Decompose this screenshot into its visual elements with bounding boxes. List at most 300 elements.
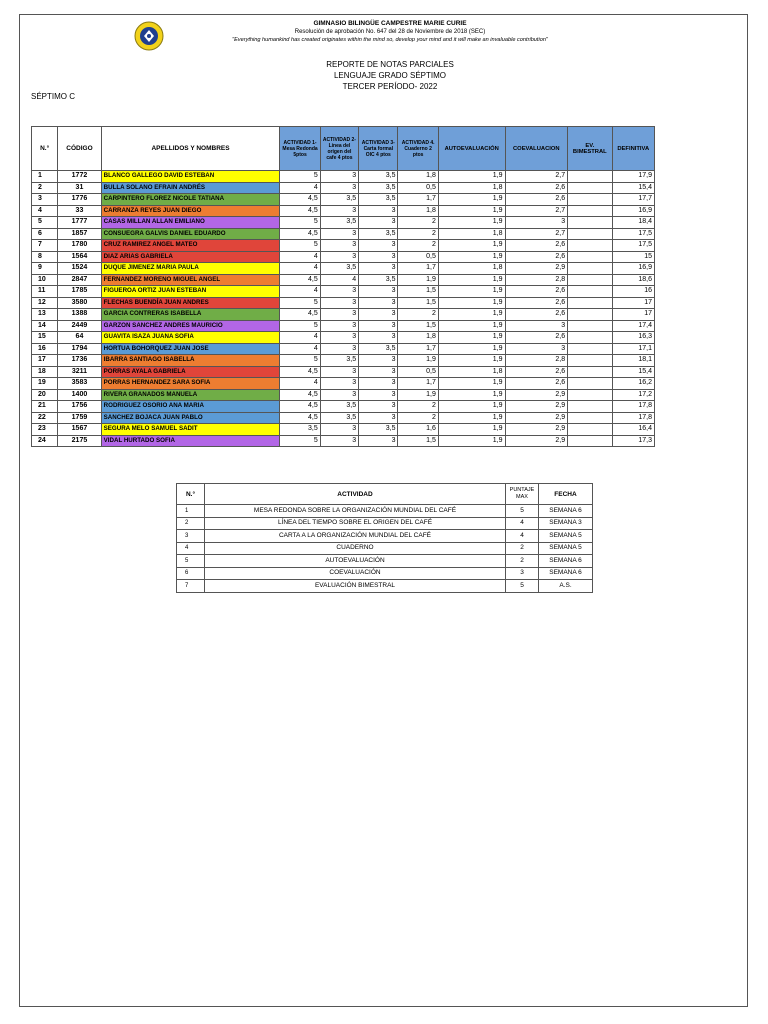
cell-n: 14	[32, 320, 58, 332]
act-cell-n: 3	[177, 530, 205, 543]
cell-a2: 3	[320, 320, 358, 332]
cell-coev: 2,7	[505, 228, 568, 240]
cell-def: 17,5	[612, 240, 654, 252]
cell-a3: 3,5	[359, 424, 398, 436]
cell-a1: 3,5	[280, 424, 320, 436]
cell-a2: 3	[320, 389, 358, 401]
cell-n: 20	[32, 389, 58, 401]
cell-auto: 1,9	[438, 171, 505, 183]
cell-a2: 3	[320, 366, 358, 378]
cell-auto: 1,9	[438, 343, 505, 355]
cell-bim	[568, 240, 612, 252]
cell-a1: 4,5	[280, 228, 320, 240]
act-cell-date: A.S.	[539, 580, 593, 593]
table-row	[32, 286, 655, 298]
cell-name: SANCHEZ BOJACA JUAN PABLO	[101, 412, 280, 424]
cell-bim	[568, 343, 612, 355]
activities-header-row	[177, 484, 593, 505]
act-cell-activity: COEVALUACIÓN	[205, 567, 506, 580]
cell-a3: 3	[359, 401, 398, 413]
cell-a4: 0,5	[398, 366, 438, 378]
cell-coev: 2,7	[505, 205, 568, 217]
cell-coev: 2,6	[505, 297, 568, 309]
cell-a3: 3	[359, 297, 398, 309]
cell-coev: 2,6	[505, 286, 568, 298]
cell-code: 1567	[58, 424, 101, 436]
cell-bim	[568, 320, 612, 332]
cell-bim	[568, 274, 612, 286]
act-cell-date: SEMANA 6	[539, 555, 593, 568]
cell-a4: 1,7	[398, 343, 438, 355]
cell-bim	[568, 389, 612, 401]
cell-a4: 1,9	[398, 389, 438, 401]
cell-coev: 2,9	[505, 424, 568, 436]
table-row	[32, 343, 655, 355]
cell-coev: 2,9	[505, 263, 568, 275]
cell-def: 18,4	[612, 217, 654, 229]
col-activity-3: ACTIVIDAD 3- Carta formal OIC 4 ptos	[359, 127, 398, 171]
report-title	[230, 59, 550, 92]
cell-coev: 2,6	[505, 251, 568, 263]
cell-a3: 3,5	[359, 194, 398, 206]
table-row	[32, 332, 655, 344]
cell-n: 5	[32, 217, 58, 229]
cell-bim	[568, 378, 612, 390]
cell-n: 12	[32, 297, 58, 309]
cell-coev: 2,7	[505, 171, 568, 183]
grades-body	[32, 171, 655, 447]
act-cell-date: SEMANA 3	[539, 517, 593, 530]
cell-a4: 0,5	[398, 251, 438, 263]
group-label: SÉPTIMO C	[31, 92, 76, 101]
cell-a1: 4	[280, 332, 320, 344]
cell-n: 21	[32, 401, 58, 413]
cell-code: 31	[58, 182, 101, 194]
cell-name: FERNANDEZ MORENO MIGUEL ANGEL	[101, 274, 280, 286]
cell-coev: 2,6	[505, 378, 568, 390]
cell-a4: 1,8	[398, 332, 438, 344]
act-cell-activity: LÍNEA DEL TIEMPO SOBRE EL ORIGEN DEL CAFÉ	[205, 517, 506, 530]
cell-a3: 3,5	[359, 343, 398, 355]
cell-a2: 3	[320, 171, 358, 183]
school-motto: "Everything humankind has created originates within the mind so, develop your mind and it will make an invaluable contribution"	[232, 37, 548, 43]
cell-a4: 1,6	[398, 424, 438, 436]
school-seal-icon	[134, 21, 164, 51]
cell-name: BULLA SOLANO EFRAIN ANDRÉS	[101, 182, 280, 194]
cell-a3: 3	[359, 251, 398, 263]
cell-a2: 3	[320, 435, 358, 447]
act-cell-max: 5	[506, 580, 539, 593]
cell-coev: 2,6	[505, 332, 568, 344]
col-activity-1: ACTIVIDAD 1- Mesa Redonda 5ptos	[280, 127, 320, 171]
cell-name: IBARRA SANTIAGO ISABELLA	[101, 355, 280, 367]
cell-def: 15,4	[612, 182, 654, 194]
cell-auto: 1,9	[438, 217, 505, 229]
cell-a3: 3,5	[359, 182, 398, 194]
cell-bim	[568, 251, 612, 263]
cell-bim	[568, 205, 612, 217]
cell-def: 17,1	[612, 343, 654, 355]
col-activity-2: ACTIVIDAD 2- Línea del origen del cafe 4 ptos	[320, 127, 358, 171]
cell-a1: 4,5	[280, 274, 320, 286]
cell-coev: 2,6	[505, 366, 568, 378]
cell-auto: 1,9	[438, 274, 505, 286]
cell-auto: 1,9	[438, 412, 505, 424]
table-row	[32, 366, 655, 378]
act-cell-activity: CUADERNO	[205, 542, 506, 555]
cell-def: 16,9	[612, 205, 654, 217]
act-cell-max: 2	[506, 542, 539, 555]
cell-coev: 3	[505, 343, 568, 355]
cell-name: CARPINTERO FLOREZ NICOLE TATIANA	[101, 194, 280, 206]
cell-code: 1564	[58, 251, 101, 263]
cell-a2: 3,5	[320, 412, 358, 424]
cell-name: CRUZ RAMIREZ ANGEL MATEO	[101, 240, 280, 252]
cell-code: 1524	[58, 263, 101, 275]
cell-coev: 2,9	[505, 435, 568, 447]
cell-auto: 1,9	[438, 297, 505, 309]
grades-table	[31, 126, 655, 447]
cell-name: BLANCO GALLEGO DAVID ESTEBAN	[101, 171, 280, 183]
report-title-line2: LENGUAJE GRADO SÉPTIMO	[333, 71, 447, 80]
cell-a3: 3	[359, 263, 398, 275]
school-header	[170, 20, 610, 44]
cell-a2: 3	[320, 309, 358, 321]
cell-auto: 1,9	[438, 332, 505, 344]
cell-code: 1400	[58, 389, 101, 401]
cell-a4: 2	[398, 240, 438, 252]
cell-bim	[568, 286, 612, 298]
table-row	[32, 205, 655, 217]
act-cell-n: 4	[177, 542, 205, 555]
cell-n: 6	[32, 228, 58, 240]
cell-bim	[568, 309, 612, 321]
cell-a1: 5	[280, 297, 320, 309]
cell-a2: 3	[320, 297, 358, 309]
cell-bim	[568, 171, 612, 183]
cell-name: PORRAS HERNANDEZ SARA SOFIA	[101, 378, 280, 390]
table-row	[32, 263, 655, 275]
cell-def: 16,3	[612, 332, 654, 344]
cell-auto: 1,9	[438, 320, 505, 332]
cell-code: 3580	[58, 297, 101, 309]
cell-name: GARZON SANCHEZ ANDRES MAURICIO	[101, 320, 280, 332]
cell-auto: 1,9	[438, 355, 505, 367]
cell-n: 16	[32, 343, 58, 355]
cell-bim	[568, 182, 612, 194]
cell-a1: 4,5	[280, 389, 320, 401]
cell-a4: 1,7	[398, 378, 438, 390]
cell-coev: 2,6	[505, 182, 568, 194]
act-cell-n: 5	[177, 555, 205, 568]
cell-auto: 1,8	[438, 263, 505, 275]
cell-a2: 3	[320, 240, 358, 252]
cell-a1: 5	[280, 435, 320, 447]
table-row	[32, 171, 655, 183]
col-n: N.°	[32, 127, 58, 171]
cell-a4: 1,5	[398, 297, 438, 309]
act-cell-date: SEMANA 5	[539, 542, 593, 555]
table-row	[32, 378, 655, 390]
cell-a3: 3	[359, 366, 398, 378]
cell-def: 17,3	[612, 435, 654, 447]
cell-def: 17,8	[612, 412, 654, 424]
cell-a1: 4,5	[280, 194, 320, 206]
cell-n: 1	[32, 171, 58, 183]
cell-a3: 3	[359, 389, 398, 401]
col-definitiva: DEFINITIVA	[612, 127, 654, 171]
cell-n: 23	[32, 424, 58, 436]
cell-a3: 3	[359, 320, 398, 332]
table-row	[32, 182, 655, 194]
cell-a2: 4	[320, 274, 358, 286]
cell-name: FIGUEROA ORTIZ JUAN ESTEBAN	[101, 286, 280, 298]
cell-code: 1759	[58, 412, 101, 424]
cell-a4: 2	[398, 309, 438, 321]
table-row	[32, 274, 655, 286]
cell-name: SEGURA MELO SAMUEL SADIT	[101, 424, 280, 436]
activities-body	[177, 505, 593, 593]
col-activity-4: ACTIVIDAD 4. Cuaderno 2 ptos	[398, 127, 438, 171]
cell-name: VIDAL HURTADO SOFIA	[101, 435, 280, 447]
cell-name: CASAS MILLAN ALLAN EMILIANO	[101, 217, 280, 229]
act-cell-max: 5	[506, 505, 539, 518]
cell-a4: 1,5	[398, 435, 438, 447]
col-code: CÓDIGO	[58, 127, 101, 171]
cell-n: 22	[32, 412, 58, 424]
cell-a3: 3	[359, 355, 398, 367]
cell-n: 17	[32, 355, 58, 367]
cell-a2: 3,5	[320, 355, 358, 367]
act-cell-n: 6	[177, 567, 205, 580]
act-col-max: PUNTAJE MAX	[506, 484, 539, 505]
cell-def: 15	[612, 251, 654, 263]
cell-a1: 5	[280, 240, 320, 252]
cell-code: 1777	[58, 217, 101, 229]
cell-a1: 5	[280, 171, 320, 183]
cell-n: 10	[32, 274, 58, 286]
cell-a4: 1,7	[398, 194, 438, 206]
table-row	[32, 309, 655, 321]
cell-coev: 2,6	[505, 309, 568, 321]
act-col-activity: ACTIVIDAD	[205, 484, 506, 505]
cell-def: 17,7	[612, 194, 654, 206]
table-row	[32, 217, 655, 229]
cell-bim	[568, 401, 612, 413]
cell-bim	[568, 355, 612, 367]
table-row	[32, 401, 655, 413]
table-row	[32, 194, 655, 206]
col-ev-bimestral: EV. BIMESTRAL	[568, 127, 612, 171]
act-cell-date: SEMANA 5	[539, 530, 593, 543]
cell-a2: 3	[320, 228, 358, 240]
cell-n: 9	[32, 263, 58, 275]
cell-auto: 1,9	[438, 424, 505, 436]
cell-code: 3211	[58, 366, 101, 378]
cell-coev: 2,9	[505, 401, 568, 413]
cell-auto: 1,9	[438, 240, 505, 252]
cell-bim	[568, 366, 612, 378]
table-row	[32, 297, 655, 309]
cell-def: 17,8	[612, 401, 654, 413]
cell-name: PORRAS AYALA GABRIELA	[101, 366, 280, 378]
act-cell-activity: EVALUACIÓN BIMESTRAL	[205, 580, 506, 593]
cell-a2: 3	[320, 332, 358, 344]
cell-a4: 2	[398, 412, 438, 424]
table-row	[32, 251, 655, 263]
cell-bim	[568, 263, 612, 275]
cell-name: GUAVITA ISAZA JUANA SOFIA	[101, 332, 280, 344]
cell-a1: 4,5	[280, 366, 320, 378]
table-row	[32, 228, 655, 240]
cell-n: 13	[32, 309, 58, 321]
cell-auto: 1,8	[438, 182, 505, 194]
table-row	[32, 412, 655, 424]
cell-a1: 4	[280, 182, 320, 194]
list-item	[177, 517, 593, 530]
cell-bim	[568, 412, 612, 424]
cell-a3: 3	[359, 435, 398, 447]
cell-a1: 5	[280, 217, 320, 229]
cell-code: 1388	[58, 309, 101, 321]
cell-auto: 1,9	[438, 251, 505, 263]
cell-coev: 3	[505, 217, 568, 229]
cell-def: 16,2	[612, 378, 654, 390]
cell-name: RODRIGUEZ OSORIO ANA MARIA	[101, 401, 280, 413]
cell-n: 8	[32, 251, 58, 263]
cell-a4: 2	[398, 401, 438, 413]
cell-def: 18,1	[612, 355, 654, 367]
cell-n: 18	[32, 366, 58, 378]
act-col-n: N.°	[177, 484, 205, 505]
cell-code: 2449	[58, 320, 101, 332]
cell-a2: 3	[320, 286, 358, 298]
act-cell-max: 4	[506, 517, 539, 530]
table-row	[32, 240, 655, 252]
cell-auto: 1,9	[438, 401, 505, 413]
cell-a1: 4	[280, 263, 320, 275]
cell-code: 2847	[58, 274, 101, 286]
cell-auto: 1,9	[438, 378, 505, 390]
cell-n: 24	[32, 435, 58, 447]
cell-a3: 3	[359, 332, 398, 344]
table-row	[32, 435, 655, 447]
cell-name: RIVERA GRANADOS MANUELA	[101, 389, 280, 401]
col-name: APELLIDOS Y NOMBRES	[101, 127, 280, 171]
cell-n: 4	[32, 205, 58, 217]
cell-coev: 2,8	[505, 355, 568, 367]
list-item	[177, 530, 593, 543]
act-cell-max: 4	[506, 530, 539, 543]
cell-def: 17,2	[612, 389, 654, 401]
cell-auto: 1,9	[438, 435, 505, 447]
activities-table	[176, 483, 593, 593]
cell-auto: 1,8	[438, 366, 505, 378]
cell-a1: 4	[280, 378, 320, 390]
cell-a2: 3,5	[320, 194, 358, 206]
cell-name: CARRANZA REYES JUAN DIEGO	[101, 205, 280, 217]
list-item	[177, 505, 593, 518]
cell-a4: 1,7	[398, 263, 438, 275]
cell-name: GARCIA CONTRERAS ISABELLA	[101, 309, 280, 321]
cell-auto: 1,9	[438, 286, 505, 298]
table-row	[32, 389, 655, 401]
cell-a4: 0,5	[398, 182, 438, 194]
cell-a1: 4,5	[280, 401, 320, 413]
cell-a4: 1,8	[398, 205, 438, 217]
act-cell-max: 2	[506, 555, 539, 568]
cell-n: 7	[32, 240, 58, 252]
cell-a2: 3	[320, 182, 358, 194]
cell-coev: 2,6	[505, 240, 568, 252]
list-item	[177, 555, 593, 568]
list-item	[177, 580, 593, 593]
act-cell-n: 1	[177, 505, 205, 518]
cell-code: 64	[58, 332, 101, 344]
cell-name: HORTUA BOHORQUEZ JUAN JOSE	[101, 343, 280, 355]
cell-a2: 3,5	[320, 401, 358, 413]
cell-a3: 3	[359, 412, 398, 424]
cell-a3: 3,5	[359, 228, 398, 240]
cell-code: 33	[58, 205, 101, 217]
cell-bim	[568, 435, 612, 447]
table-row	[32, 355, 655, 367]
cell-a3: 3	[359, 378, 398, 390]
cell-code: 1785	[58, 286, 101, 298]
cell-a1: 4	[280, 286, 320, 298]
cell-a4: 2	[398, 228, 438, 240]
cell-coev: 2,8	[505, 274, 568, 286]
cell-def: 16,9	[612, 263, 654, 275]
cell-a3: 3,5	[359, 171, 398, 183]
cell-a2: 3	[320, 378, 358, 390]
act-cell-date: SEMANA 6	[539, 567, 593, 580]
cell-a1: 4	[280, 343, 320, 355]
cell-name: DIAZ ARIAS GABRIELA	[101, 251, 280, 263]
cell-bim	[568, 217, 612, 229]
cell-auto: 1,9	[438, 194, 505, 206]
cell-n: 19	[32, 378, 58, 390]
cell-n: 3	[32, 194, 58, 206]
cell-code: 1776	[58, 194, 101, 206]
act-cell-n: 2	[177, 517, 205, 530]
cell-code: 1772	[58, 171, 101, 183]
cell-def: 17,5	[612, 228, 654, 240]
cell-a4: 1,9	[398, 274, 438, 286]
cell-coev: 2,9	[505, 389, 568, 401]
act-col-date: FECHA	[539, 484, 593, 505]
cell-def: 17,9	[612, 171, 654, 183]
cell-auto: 1,9	[438, 389, 505, 401]
school-name: GIMNASIO BILINGÜE CAMPESTRE MARIE CURIE	[313, 20, 467, 27]
grades-header-row	[32, 127, 655, 171]
cell-n: 11	[32, 286, 58, 298]
cell-code: 2175	[58, 435, 101, 447]
act-cell-max: 3	[506, 567, 539, 580]
act-cell-activity: AUTOEVALUACIÓN	[205, 555, 506, 568]
list-item	[177, 542, 593, 555]
table-row	[32, 424, 655, 436]
cell-code: 1780	[58, 240, 101, 252]
cell-a3: 3	[359, 217, 398, 229]
cell-bim	[568, 194, 612, 206]
resolution-text: Resolución de aprobación No. 647 del 28 de Noviembre de 2018 (SEC)	[294, 29, 486, 35]
list-item	[177, 567, 593, 580]
cell-code: 1736	[58, 355, 101, 367]
cell-a2: 3	[320, 205, 358, 217]
cell-def: 18,6	[612, 274, 654, 286]
cell-a1: 5	[280, 355, 320, 367]
